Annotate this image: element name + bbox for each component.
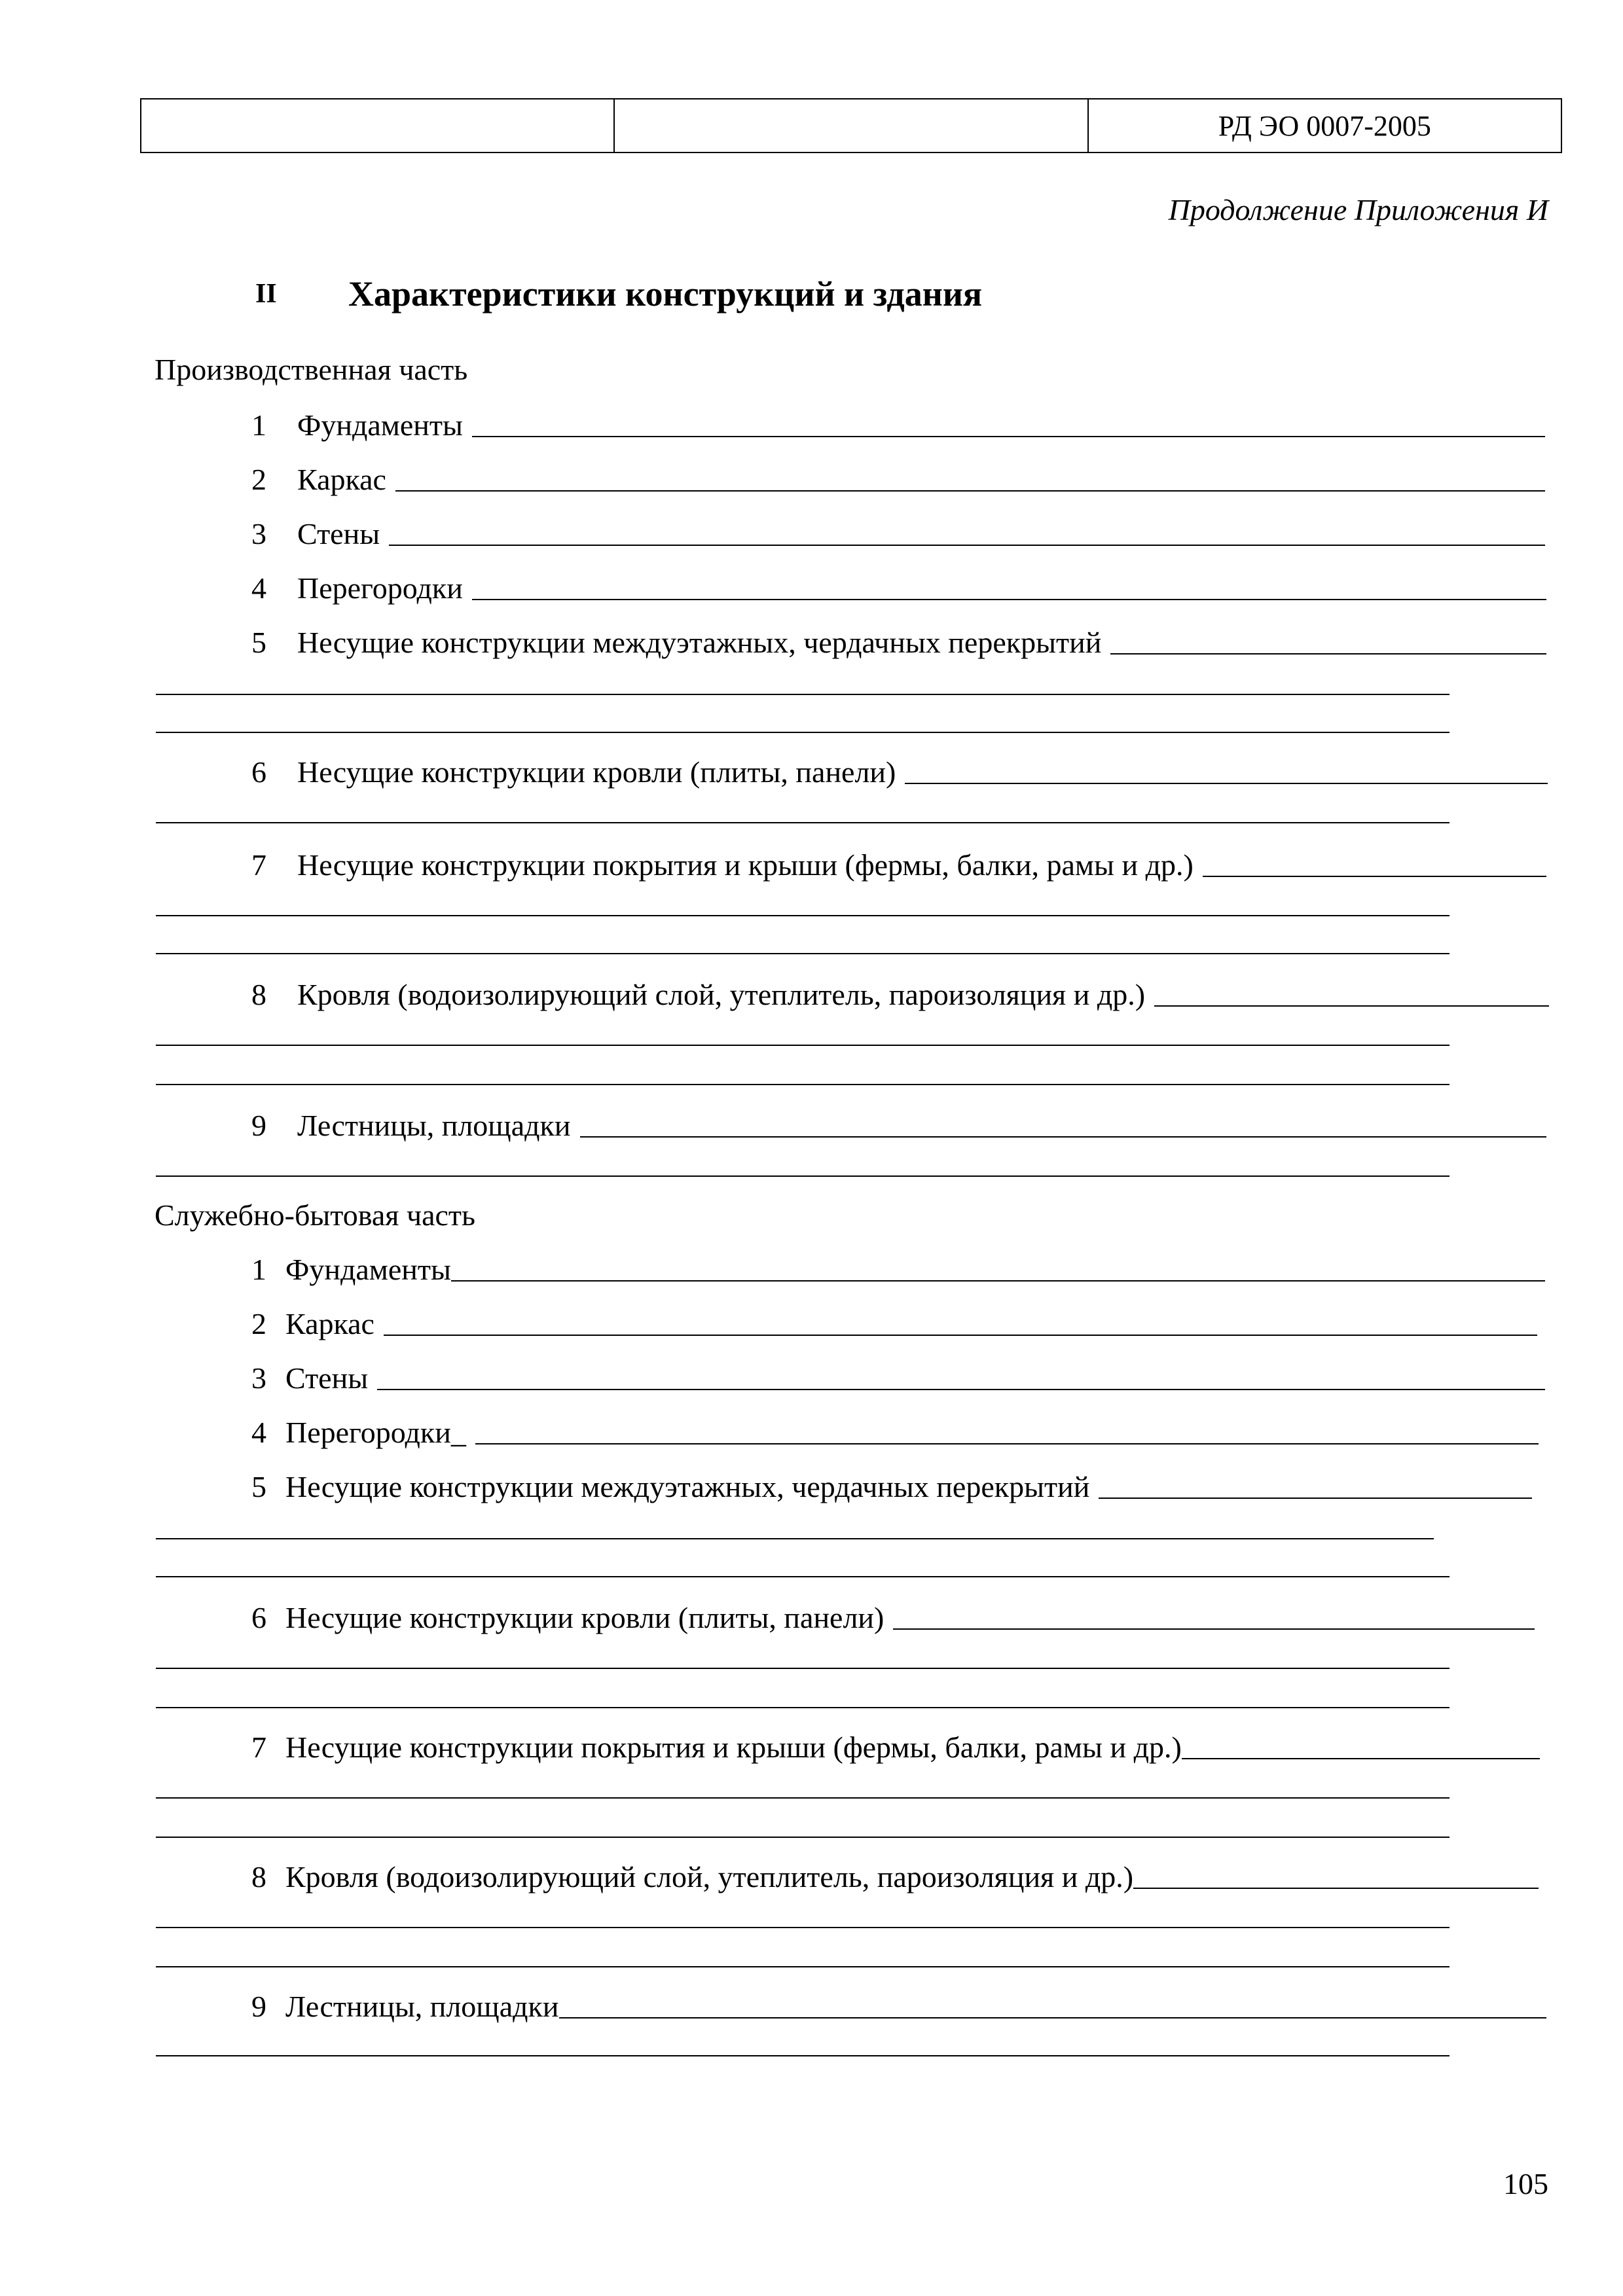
page-number: 105 bbox=[1503, 2167, 1548, 2200]
item-number: 1 bbox=[251, 1253, 266, 1286]
section-title: Характеристики конструкций и здания bbox=[348, 274, 983, 314]
fill-line[interactable] bbox=[156, 1797, 1450, 1799]
document-code: РД ЭО 0007-2005 bbox=[1088, 99, 1561, 152]
fill-line[interactable] bbox=[580, 1136, 1546, 1138]
service-item-7 bbox=[251, 1728, 1540, 1765]
item-label: Фундаменты bbox=[297, 408, 463, 442]
item-label: Лестницы, площадки bbox=[297, 1109, 571, 1142]
production-item-6 bbox=[251, 753, 1548, 789]
item-label: Несущие конструкции междуэтажных, чердачных перекрытий bbox=[297, 626, 1102, 659]
item-number: 6 bbox=[251, 755, 266, 789]
fill-line[interactable] bbox=[905, 783, 1548, 784]
item-label: Перегородки_ bbox=[285, 1416, 466, 1449]
item-number: 9 bbox=[251, 1990, 266, 2023]
fill-line[interactable] bbox=[1203, 876, 1546, 877]
item-number: 4 bbox=[251, 571, 266, 605]
fill-line[interactable] bbox=[451, 1280, 1545, 1282]
fill-line[interactable] bbox=[156, 1175, 1450, 1177]
item-label: Перегородки bbox=[297, 571, 463, 605]
item-label: Стены bbox=[297, 517, 380, 550]
item-label: Стены bbox=[285, 1361, 369, 1395]
fill-line[interactable] bbox=[156, 1837, 1450, 1838]
fill-line[interactable] bbox=[156, 1045, 1450, 1046]
item-label: Каркас bbox=[285, 1307, 374, 1340]
fill-line[interactable] bbox=[156, 953, 1450, 954]
section-number: II bbox=[255, 279, 277, 309]
item-number: 5 bbox=[251, 626, 266, 659]
header-cell-1 bbox=[141, 99, 614, 152]
item-number: 8 bbox=[251, 1860, 266, 1893]
item-number: 3 bbox=[251, 1361, 266, 1395]
fill-line[interactable] bbox=[156, 822, 1450, 823]
fill-line[interactable] bbox=[389, 545, 1545, 546]
fill-line[interactable] bbox=[1133, 1888, 1539, 1889]
fill-line[interactable] bbox=[156, 1668, 1450, 1669]
item-label: Несущие конструкции междуэтажных, чердачных перекрытий bbox=[285, 1470, 1090, 1503]
fill-line[interactable] bbox=[156, 694, 1450, 695]
fill-line[interactable] bbox=[156, 1927, 1450, 1928]
production-item-7 bbox=[251, 846, 1546, 882]
item-number: 6 bbox=[251, 1601, 266, 1634]
production-item-3 bbox=[251, 514, 1545, 551]
service-item-4 bbox=[251, 1413, 1539, 1450]
item-label: Несущие конструкции покрытия и крыши (фермы, балки, рамы и др.) bbox=[285, 1731, 1182, 1764]
service-item-2 bbox=[251, 1304, 1537, 1341]
item-number: 9 bbox=[251, 1109, 266, 1142]
fill-line[interactable] bbox=[395, 490, 1545, 492]
fill-line[interactable] bbox=[156, 1576, 1450, 1577]
fill-line[interactable] bbox=[156, 1707, 1450, 1708]
fill-line[interactable] bbox=[156, 732, 1450, 733]
fill-line[interactable] bbox=[1182, 1758, 1540, 1759]
fill-line[interactable] bbox=[1099, 1498, 1532, 1499]
production-item-9 bbox=[251, 1106, 1546, 1143]
item-number: 5 bbox=[251, 1470, 266, 1503]
item-label: Несущие конструкции кровли (плиты, панели) bbox=[297, 755, 896, 789]
item-number: 1 bbox=[251, 408, 266, 442]
item-number: 8 bbox=[251, 978, 266, 1011]
item-label: Лестницы, площадки bbox=[285, 1990, 559, 2023]
fill-line[interactable] bbox=[156, 915, 1450, 916]
item-label: Фундаменты bbox=[285, 1253, 451, 1286]
production-item-8 bbox=[251, 975, 1549, 1012]
item-label: Несущие конструкции кровли (плиты, панели) bbox=[285, 1601, 884, 1634]
fill-line[interactable] bbox=[156, 1538, 1434, 1539]
item-label: Каркас bbox=[297, 463, 386, 496]
service-item-6 bbox=[251, 1598, 1535, 1635]
fill-line[interactable] bbox=[156, 2055, 1450, 2056]
fill-line[interactable] bbox=[1154, 1005, 1549, 1007]
item-number: 3 bbox=[251, 517, 266, 550]
production-item-1 bbox=[251, 406, 1545, 442]
production-item-5 bbox=[251, 623, 1546, 660]
service-item-9 bbox=[251, 1987, 1546, 2024]
fill-line[interactable] bbox=[156, 1084, 1450, 1085]
service-item-1 bbox=[251, 1250, 1545, 1287]
fill-line[interactable] bbox=[377, 1389, 1545, 1390]
header-table bbox=[140, 98, 1562, 153]
production-item-4 bbox=[251, 569, 1546, 605]
fill-line[interactable] bbox=[472, 599, 1546, 600]
continuation-note: Продолжение Приложения И bbox=[1168, 193, 1548, 226]
fill-line[interactable] bbox=[384, 1335, 1537, 1336]
fill-line[interactable] bbox=[559, 2017, 1546, 2018]
item-number: 2 bbox=[251, 463, 266, 496]
item-number: 2 bbox=[251, 1307, 266, 1340]
item-number: 4 bbox=[251, 1416, 266, 1449]
service-item-3 bbox=[251, 1359, 1545, 1395]
service-item-8 bbox=[251, 1857, 1539, 1894]
item-label: Кровля (водоизолирующий слой, утеплитель, пароизоляция и др.) bbox=[297, 978, 1146, 1011]
service-part-title: Служебно-бытовая часть bbox=[155, 1198, 476, 1232]
header-cell-2 bbox=[614, 99, 1087, 152]
fill-line[interactable] bbox=[893, 1628, 1535, 1630]
fill-line[interactable] bbox=[156, 1966, 1450, 1967]
item-number: 7 bbox=[251, 1731, 266, 1764]
fill-line[interactable] bbox=[472, 436, 1545, 437]
production-part-title: Производственная часть bbox=[155, 353, 468, 386]
item-label: Кровля (водоизолирующий слой, утеплитель, пароизоляция и др.) bbox=[285, 1860, 1134, 1893]
production-item-2 bbox=[251, 460, 1545, 497]
item-number: 7 bbox=[251, 848, 266, 882]
service-item-5 bbox=[251, 1467, 1532, 1504]
item-label: Несущие конструкции покрытия и крыши (фермы, балки, рамы и др.) bbox=[297, 848, 1194, 882]
fill-line[interactable] bbox=[475, 1443, 1539, 1444]
fill-line[interactable] bbox=[1110, 653, 1546, 655]
